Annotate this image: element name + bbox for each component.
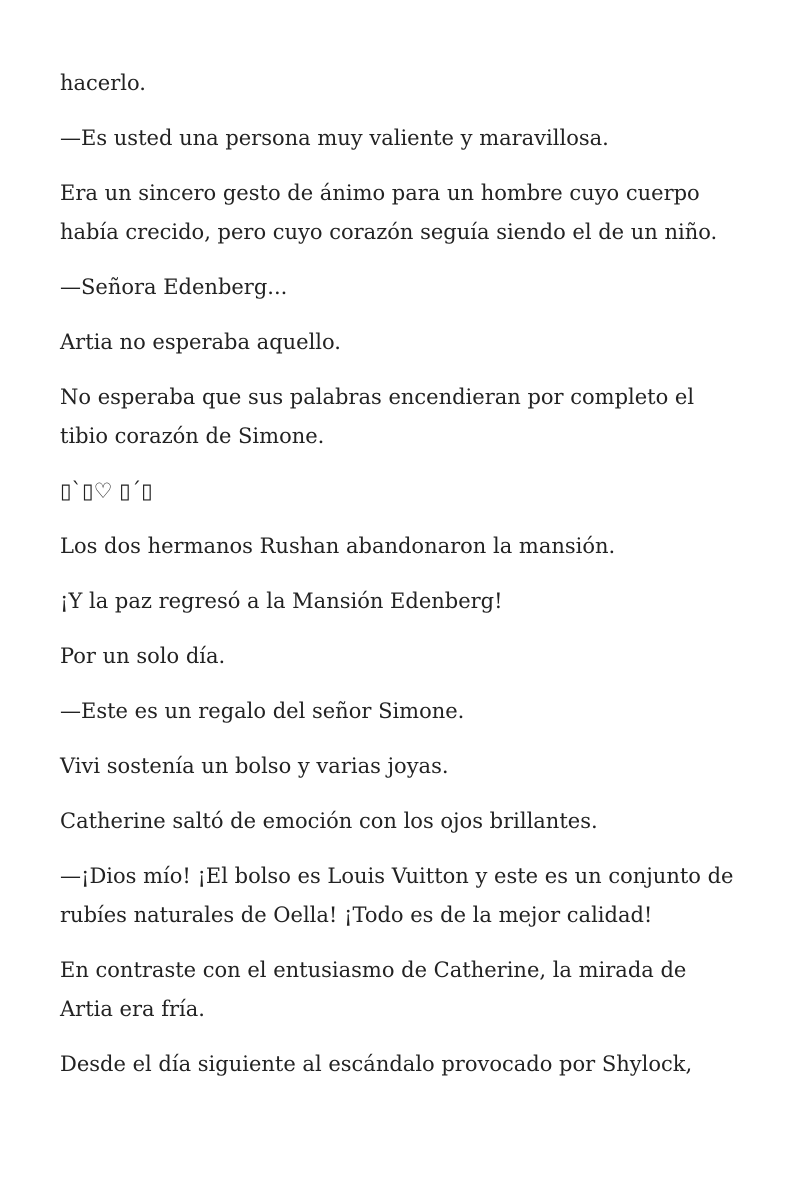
paragraph: Por un solo día. — [60, 644, 226, 668]
scene-break-ornament: ▯`▯♡ ▯´▯ — [60, 479, 153, 503]
dialogue-paragraph: —Este es un regalo del señor Simone. — [60, 699, 465, 723]
dialogue-paragraph: —¡Dios mío! ¡El bolso es Louis Vuitton y este es un conjunto de rubíes naturales de Oella! ¡Todo es de la mejor calidad! — [60, 864, 734, 927]
paragraph: Los dos hermanos Rushan abandonaron la mansión. — [60, 534, 616, 558]
paragraph: Desde el día siguiente al escándalo provocado por Shylock, — [60, 1052, 693, 1076]
paragraph: hacerlo. — [60, 71, 146, 95]
paragraph: Artia no esperaba aquello. — [60, 330, 341, 354]
paragraph: ¡Y la paz regresó a la Mansión Edenberg! — [60, 589, 503, 613]
reading-page — [60, 64, 740, 1100]
paragraph: Vivi sostenía un bolso y varias joyas. — [60, 754, 449, 778]
paragraph: No esperaba que sus palabras encendieran por completo el tibio corazón de Simone. — [60, 385, 695, 448]
paragraph: Era un sincero gesto de ánimo para un hombre cuyo cuerpo había crecido, pero cuyo corazón seguía siendo el de un niño. — [60, 181, 718, 244]
paragraph: En contraste con el entusiasmo de Catherine, la mirada de Artia era fría. — [60, 958, 687, 1021]
dialogue-paragraph: —Señora Edenberg... — [60, 275, 288, 299]
dialogue-paragraph: —Es usted una persona muy valiente y maravillosa. — [60, 126, 609, 150]
paragraph: Catherine saltó de emoción con los ojos brillantes. — [60, 809, 598, 833]
